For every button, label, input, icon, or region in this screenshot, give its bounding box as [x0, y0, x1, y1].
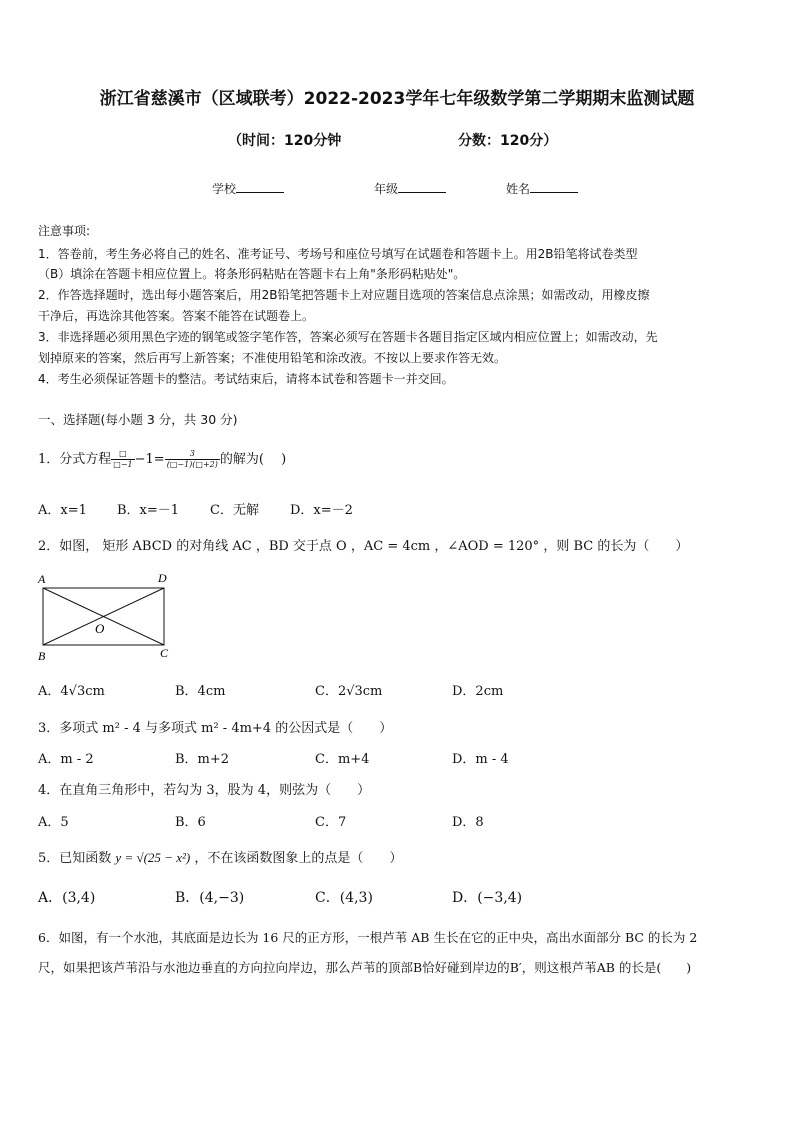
notes-heading: 注意事项:	[38, 224, 91, 238]
question-2: 2．如图， 矩形 ABCD 的对角线 AC ，BD 交于点 O ，AC = 4cm ，∠AOD = 120° ，则 BC 的长为（ ）	[38, 539, 689, 554]
q1-f2-num: 3	[165, 449, 220, 460]
q1-f1-num: □	[111, 449, 134, 460]
q1-fraction-right	[165, 449, 220, 470]
rectangle-figure	[30, 568, 190, 664]
q3-option-d[interactable]: D．m - 4	[452, 752, 509, 767]
grade-label: 年级	[374, 182, 399, 196]
school-label: 学校	[212, 182, 237, 196]
question-5	[38, 847, 402, 866]
q5-option-d[interactable]: D．(−3,4)	[452, 890, 523, 906]
q4-option-a[interactable]: A．5	[38, 815, 69, 830]
q1-prefix: 1．分式方程	[38, 452, 112, 467]
name-label: 姓名	[506, 182, 531, 196]
q5-suffix: ，不在该函数图象上的点是（ ）	[194, 851, 403, 866]
question-6-line1: 6．如图，有一个水池，其底面是边长为 16 尺的正方形，一根芦苇 AB 生长在它的正中央，高出水面部分 BC 的长为 2	[38, 930, 698, 945]
q4-option-c[interactable]: C．7	[315, 815, 347, 830]
q5-option-c[interactable]: C．(4,3)	[315, 890, 373, 906]
q2-option-c[interactable]: C．2√3cm	[315, 684, 383, 699]
time-info: （时间：120分钟	[228, 133, 342, 149]
question-6-line2: 尺，如果把该芦苇沿与水池边垂直的方向拉向岸边，那么芦苇的顶部B恰好碰到岸边的B′，则这根芦苇AB 的长是( )	[38, 960, 692, 975]
q1-mid: −1=	[134, 452, 165, 467]
q1-option-c[interactable]: C．无解	[210, 503, 259, 518]
name-field	[506, 180, 578, 197]
note-4: 4．考生必须保证答题卡的整洁。考试结束后，请将本试卷和答题卡一并交回。	[38, 372, 454, 386]
q1-fraction-left	[111, 449, 134, 470]
q5-formula: y = √(25 − x²)	[115, 850, 191, 865]
q3-option-c[interactable]: C．m+4	[315, 752, 370, 767]
school-field	[212, 180, 284, 197]
q2-option-d[interactable]: D．2cm	[452, 684, 504, 699]
section-heading: 一、选择题(每小题 3 分，共 30 分)	[38, 412, 238, 427]
score-info: 分数：120分）	[458, 133, 558, 149]
q4-option-b[interactable]: B．6	[175, 815, 206, 830]
label-c: C	[160, 646, 169, 660]
q5-prefix: 5．已知函数	[38, 851, 112, 866]
note-2b: 干净后，再选涂其他答案。答案不能答在试题卷上。	[38, 309, 315, 323]
label-b: B	[38, 649, 46, 663]
q1-f1-den: □−1	[113, 460, 133, 469]
label-d: D	[158, 571, 167, 585]
note-2a: 2．作答选择题时，选出每小题答案后，用2B铅笔把答题卡上对应题目选项的答案信息点涂黑；如需改动，用橡皮擦	[38, 288, 650, 302]
q1-option-d[interactable]: D．x=－2	[290, 503, 353, 518]
q2-option-a[interactable]: A．4√3cm	[38, 684, 105, 699]
note-1a: 1．答卷前，考生务必将自己的姓名、准考证号、考场号和座位号填写在试题卷和答题卡上。用2B铅笔将试卷类型	[38, 247, 638, 261]
q1-f2-den: (□−1)(□+2)	[166, 460, 218, 469]
q2-option-b[interactable]: B．4cm	[175, 684, 226, 699]
question-1	[38, 448, 286, 470]
q1-option-a[interactable]: A．x=1	[38, 503, 87, 518]
school-blank[interactable]	[236, 182, 284, 193]
note-1b: （B）填涂在答题卡相应位置上。将条形码粘贴在答题卡右上角"条形码粘贴处"。	[38, 267, 466, 281]
label-o: O	[95, 621, 105, 636]
q1-option-b[interactable]: B．x=－1	[117, 503, 180, 518]
q3-option-b[interactable]: B．m+2	[175, 752, 230, 767]
question-4: 4．在直角三角形中，若勾为 3，股为 4，则弦为（ ）	[38, 783, 371, 798]
note-3a: 3．非选择题必须用黑色字迹的钢笔或签字笔作答，答案必须写在答题卡各题目指定区域内相应位置上；如需改动，先	[38, 330, 658, 344]
page-title: 浙江省慈溪市（区域联考）2022-2023学年七年级数学第二学期期末监测试题	[99, 89, 695, 109]
name-blank[interactable]	[530, 182, 578, 193]
q5-option-b[interactable]: B．(4,−3)	[175, 890, 245, 906]
q1-suffix: 的解为( )	[219, 452, 287, 467]
q3-option-a[interactable]: A．m - 2	[38, 752, 94, 767]
grade-blank[interactable]	[398, 182, 446, 193]
grade-field	[374, 180, 446, 197]
q4-option-d[interactable]: D．8	[452, 815, 484, 830]
label-a: A	[38, 572, 46, 586]
q5-option-a[interactable]: A．(3,4)	[38, 890, 96, 906]
question-3: 3．多项式 m² - 4 与多项式 m² - 4m+4 的公因式是（ ）	[38, 721, 393, 736]
note-3b: 划掉原来的答案，然后再写上新答案；不准使用铅笔和涂改液。不按以上要求作答无效。	[38, 351, 507, 365]
